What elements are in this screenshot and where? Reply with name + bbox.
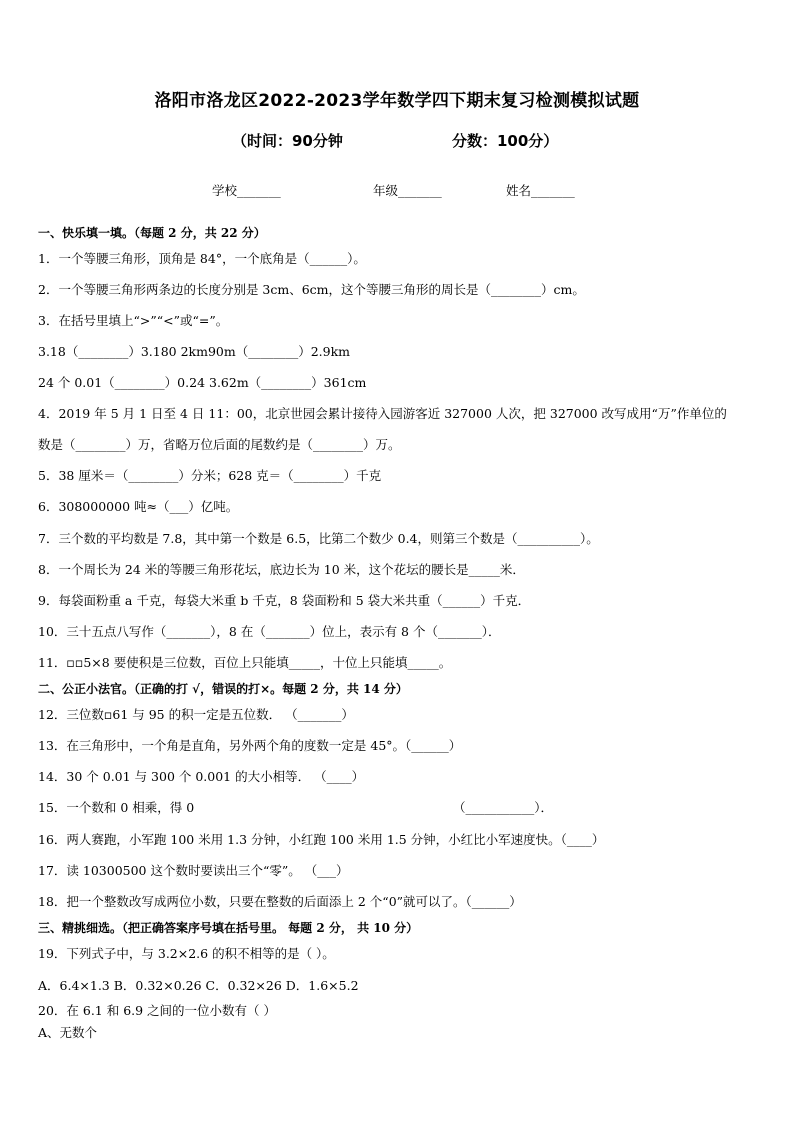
question-6: 6．308000000 吨≈（___）亿吨。 — [38, 499, 239, 514]
page-title: 洛阳市洛龙区2022-2023学年数学四下期末复习检测模拟试题 — [154, 91, 640, 111]
question-9: 9．每袋面粉重 a 千克，每袋大米重 b 千克，8 袋面粉和 5 袋大米共重（______）千克． — [38, 593, 531, 608]
question-16: 16．两人赛跑，小军跑 100 米用 1.3 分钟，小红跑 100 米用 1.5 分钟，小红比小军速度快。（____） — [38, 832, 605, 847]
question-11: 11．▫▫5×8 要使积是三位数，百位上只能填_____，十位上只能填_____。 — [38, 655, 452, 670]
section-3-heading: 三、精挑细选。（把正确答案序号填在括号里。 每题 2 分， 共 10 分） — [38, 921, 419, 935]
question-3: 3．在括号里填上“>”“<”或“=”。 — [38, 313, 229, 328]
question-14: 14．30 个 0.01 与 300 个 0.001 的大小相等． （____） — [38, 769, 365, 784]
question-13: 13．在三角形中，一个角是直角，另外两个角的度数一定是 45°。（______） — [38, 738, 462, 753]
question-2: 2．一个等腰三角形两条边的长度分别是 3cm、6cm，这个等腰三角形的周长是（________）cm。 — [38, 282, 585, 297]
question-4-line-1: 4．2019 年 5 月 1 日至 4 日 11：00，北京世园会累计接待入园游客近 327000 人次，把 327000 改写成用“万”作单位的 — [38, 406, 727, 421]
school-field: 学校_______ — [212, 183, 281, 198]
question-5: 5．38 厘米＝（________）分米；628 克＝（________）千克 — [38, 468, 382, 483]
question-18: 18．把一个整数改写成两位小数，只要在整数的后面添上 2 个“0”就可以了。（______） — [38, 894, 522, 909]
question-4-line-2: 数是（________）万，省略万位后面的尾数约是（________）万。 — [38, 437, 401, 452]
question-1: 1．一个等腰三角形，顶角是 84°，一个底角是（______）。 — [38, 251, 366, 266]
name-field: 姓名_______ — [506, 183, 575, 198]
question-19: 19．下列式子中，与 3.2×2.6 的积不相等的是（ ）。 — [38, 946, 335, 961]
question-12: 12．三位数▫61 与 95 的积一定是五位数． （_______） — [38, 707, 354, 722]
question-20-option-a: A、无数个 — [38, 1025, 98, 1040]
question-15 — [38, 800, 758, 816]
section-1-heading: 一、快乐填一填。（每题 2 分，共 22 分） — [38, 226, 266, 240]
question-3-row-1: 3.18（________）3.180 2km90m（________）2.9km — [38, 344, 351, 359]
question-17: 17．读 10300500 这个数时要读出三个“零”。 （___） — [38, 863, 349, 878]
score-label: 分数：100分） — [452, 132, 559, 150]
question-7: 7．三个数的平均数是 7.8，其中第一个数是 6.5，比第二个数少 0.4，则第三个数是（__________）。 — [38, 531, 599, 546]
question-19-options: A．6.4×1.3 B．0.32×0.26 C．0.32×26 D．1.6×5.2 — [38, 978, 359, 993]
section-2-heading: 二、公正小法官。（正确的打 √，错误的打×。每题 2 分，共 14 分） — [38, 682, 408, 696]
time-label: （时间：90分钟 — [232, 132, 343, 150]
question-20: 20．在 6.1 和 6.9 之间的一位小数有（ ） — [38, 1003, 277, 1018]
question-10: 10．三十五点八写作（_______），8 在（_______）位上，表示有 8 个（_______）． — [38, 624, 501, 639]
question-15-text: 15．一个数和 0 相乘，得 0 — [38, 800, 195, 815]
question-8: 8．一个周长为 24 米的等腰三角形花坛，底边长为 10 米，这个花坛的腰长是_____米． — [38, 562, 525, 577]
grade-field: 年级_______ — [373, 183, 442, 198]
question-3-row-2: 24 个 0.01（________）0.24 3.62m（________）361cm — [38, 375, 367, 390]
question-15-answer: （___________）． — [453, 800, 554, 815]
